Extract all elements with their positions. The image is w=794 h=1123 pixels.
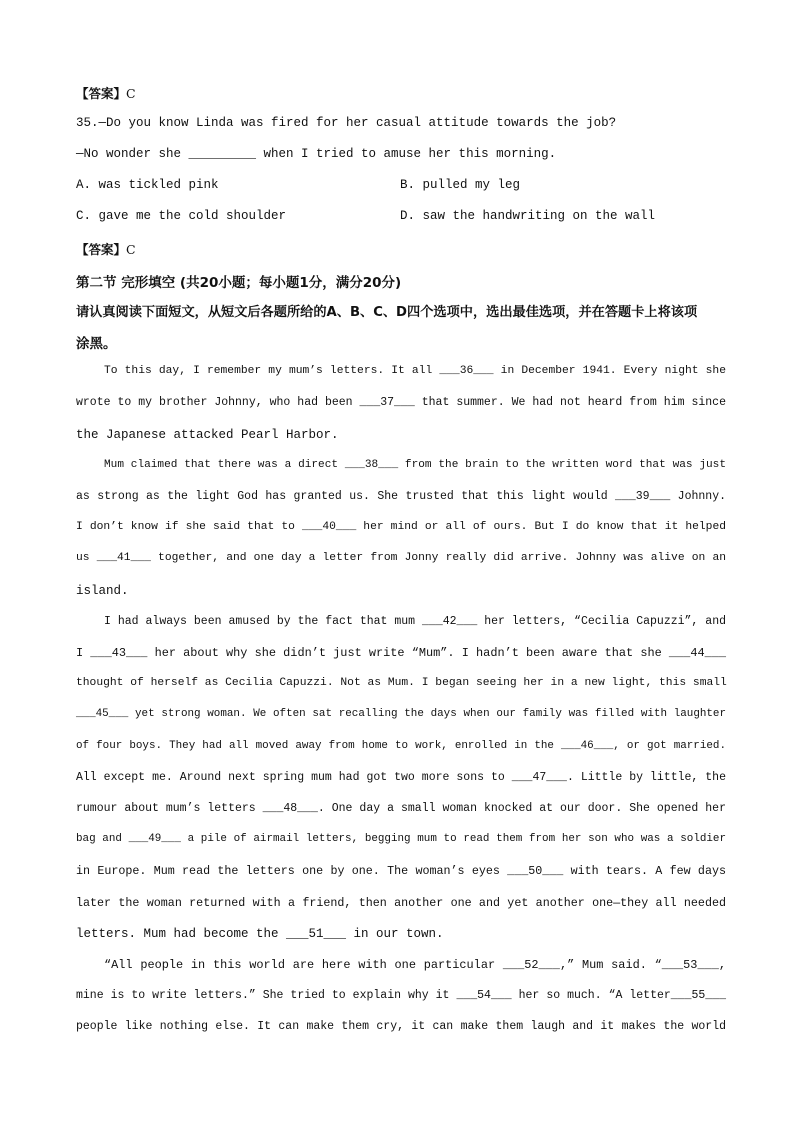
option-c: C. gave me the cold shoulder [76, 209, 287, 223]
passage-line: people like nothing else. It can make them cry, it can make them laugh and it makes the world [76, 1020, 726, 1033]
passage-line: rumour about mum’s letters ___48___. One day a small woman knocked at our door. She opened her [76, 802, 726, 815]
passage-line: I ___43___ her about why she didn’t just write “Mum”. I hadn’t been aware that she ___44___ [76, 646, 726, 660]
answer-line-35 [76, 240, 726, 258]
question-35-reply: —No wonder she _________ when I tried to amuse her this morning. [76, 147, 557, 161]
passage-line: Mum claimed that there was a direct ___38___ from the brain to the written word that was just [104, 459, 726, 471]
passage-line: letters. Mum had become the ___51___ in our town. [76, 927, 444, 941]
section-title: 第二节 完形填空 (共20小题；每小题1分，满分20分) [76, 275, 402, 291]
option-d: D. saw the handwriting on the wall [400, 209, 656, 223]
option-b: B. pulled my leg [400, 178, 521, 192]
passage-line: later the woman returned with a friend, then another one and yet another one—they all needed [76, 896, 726, 910]
passage-line: ___45___ yet strong woman. We often sat recalling the days when our family was filled with laughter [76, 708, 726, 720]
passage-line: To this day, I remember my mum’s letters. It all ___36___ in December 1941. Every night she [104, 365, 726, 377]
answer-value: C [126, 86, 136, 101]
passage-line: the Japanese attacked Pearl Harbor. [76, 428, 339, 442]
section-instruction-1: 请认真阅读下面短文，从短文后各题所给的A、B、C、D四个选项中，选出最佳选项，并在答题卡上将该项 [76, 305, 698, 320]
answer-line-34 [76, 84, 726, 102]
passage-line: wrote to my brother Johnny, who had been ___37___ that summer. We had not heard from him since [76, 396, 726, 409]
passage-line: mine is to write letters.” She tried to explain why it ___54___ her so much. “A letter___55___ [76, 989, 726, 1002]
question-35: 35.—Do you know Linda was fired for her casual attitude towards the job? [76, 116, 617, 130]
section-instruction-2: 涂黑。 [76, 336, 117, 352]
answer-value: C [126, 242, 136, 257]
passage-line: “All people in this world are here with one particular ___52___,” Mum said. “___53___, [104, 958, 726, 972]
passage-line: I had always been amused by the fact that mum ___42___ her letters, “Cecilia Capuzzi”, and [104, 615, 726, 628]
passage-line: us ___41___ together, and one day a letter from Jonny really did arrive. Johnny was alive on an [76, 552, 726, 564]
option-row-ab [76, 178, 726, 192]
answer-label: 【答案】 [76, 86, 127, 101]
option-a: A. was tickled pink [76, 178, 219, 192]
passage-line: in Europe. Mum read the letters one by one. The woman’s eyes ___50___ with tears. A few days [76, 864, 726, 878]
passage-line: as strong as the light God has granted us. She trusted that this light would ___39___ Johnny. [76, 490, 726, 503]
passage-line: of four boys. They had all moved away from home to work, enrolled in the ___46___, or got married. [76, 740, 726, 752]
option-row-cd [76, 209, 726, 223]
passage-line: bag and ___49___ a pile of airmail letters, begging mum to read them from her son who was a soldier [76, 833, 726, 845]
answer-label: 【答案】 [76, 242, 127, 257]
passage-line: All except me. Around next spring mum had got two more sons to ___47___. Little by little, the [76, 771, 726, 784]
passage-line: island. [76, 584, 129, 598]
passage-line: I don’t know if she said that to ___40___ her mind or all of ours. But I do know that it helped [76, 521, 726, 533]
passage-line: thought of herself as Cecilia Capuzzi. Not as Mum. I began seeing her in a new light, this small [76, 677, 727, 689]
